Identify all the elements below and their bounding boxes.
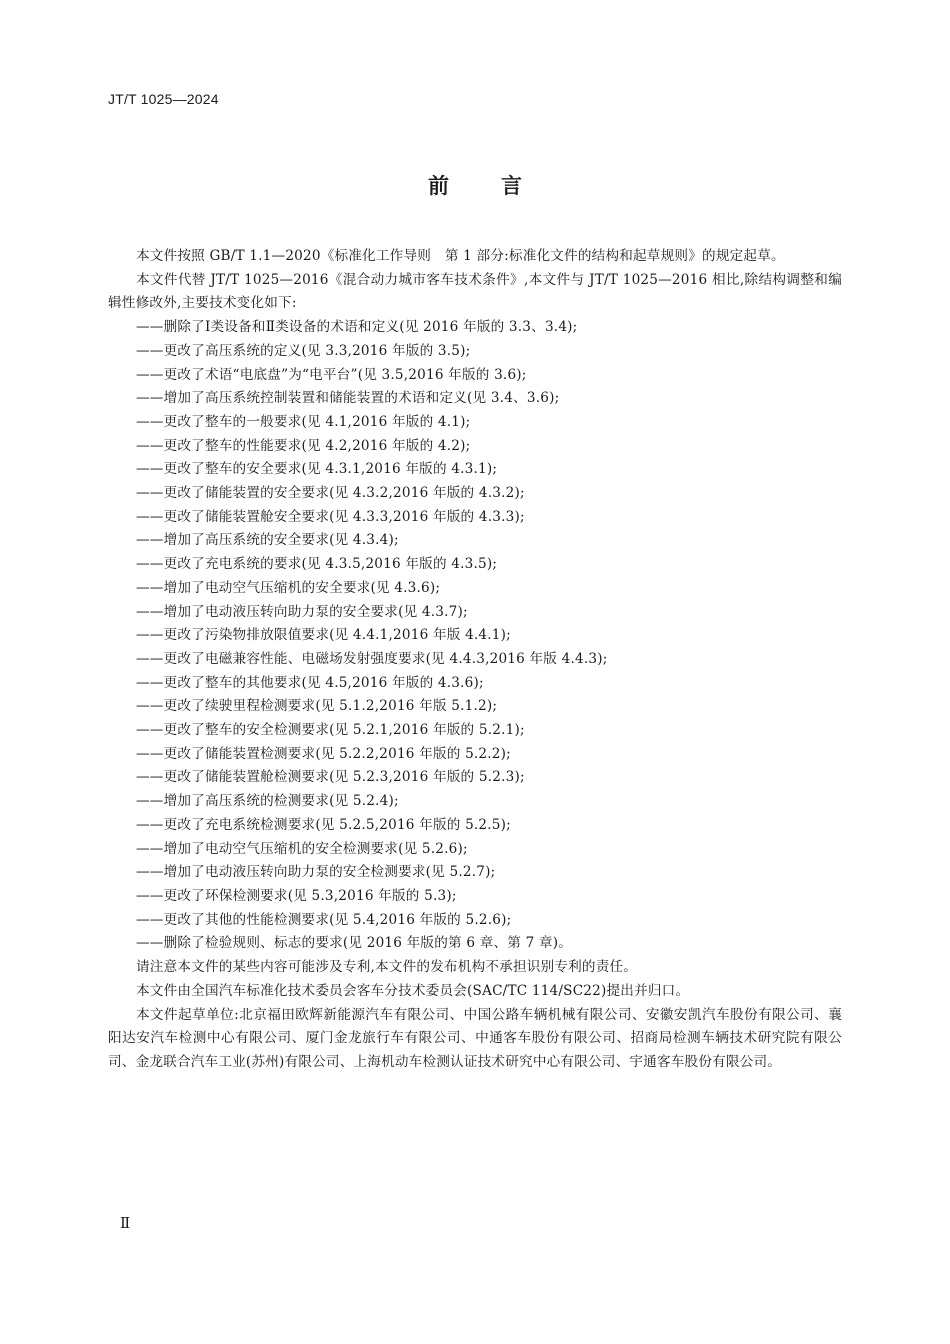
list-item: ——更改了储能装置舱安全要求(见 4.3.3,2016 年版的 4.3.3); <box>136 508 525 525</box>
list-item: ——增加了电动空气压缩机的安全要求(见 4.3.6); <box>136 579 441 596</box>
list-item: ——更改了储能装置检测要求(见 5.2.2,2016 年版的 5.2.2); <box>136 745 511 762</box>
list-item: ——增加了电动液压转向助力泵的安全检测要求(见 5.2.7); <box>136 864 496 881</box>
list-item: ——更改了整车的其他要求(见 4.5,2016 年版的 4.3.6); <box>136 674 484 691</box>
list-item: ——增加了高压系统的安全要求(见 4.3.4); <box>136 532 399 549</box>
patent-notice: 请注意本文件的某些内容可能涉及专利,本文件的发布机构不承担识别专利的责任。 <box>136 959 638 976</box>
list-item: ——更改了储能装置的安全要求(见 4.3.2,2016 年版的 4.3.2); <box>136 485 525 502</box>
list-item: ——更改了充电系统的要求(见 4.3.5,2016 年版的 4.3.5); <box>136 556 498 573</box>
list-item: ——更改了污染物排放限值要求(见 4.4.1,2016 年版 4.4.1); <box>136 627 511 644</box>
list-item: ——更改了电磁兼容性能、电磁场发射强度要求(见 4.4.3,2016 年版 4.4.3); <box>136 650 608 667</box>
page-number: Ⅱ <box>120 1214 131 1232</box>
page-title: 前言 <box>428 174 574 198</box>
list-item: ——更改了术语“电底盘”为“电平台”(见 3.5,2016 年版的 3.6); <box>136 366 527 383</box>
list-item: ——更改了整车的安全要求(见 4.3.1,2016 年版的 4.3.1); <box>136 461 498 478</box>
list-item: ——更改了充电系统检测要求(见 5.2.5,2016 年版的 5.2.5); <box>136 816 511 833</box>
intro-paragraph-1: 本文件按照 GB/T 1.1—2020《标准化工作导则 第 1 部分:标准化文件的结构和起草规则》的规定起草。 <box>136 248 785 264</box>
list-item: ——增加了电动液压转向助力泵的安全要求(见 4.3.7); <box>136 603 468 620</box>
list-item: ——更改了整车的性能要求(见 4.2,2016 年版的 4.2); <box>136 437 471 454</box>
list-item: ——更改了整车的一般要求(见 4.1,2016 年版的 4.1); <box>136 413 471 430</box>
intro-paragraph-2: 本文件代替 JT/T 1025—2016《混合动力城市客车技术条件》,本文件与 JT/T 1025—2016 相比,除结构调整和编辑性修改外,主要技术变化如下: <box>108 271 842 312</box>
proposer-statement: 本文件由全国汽车标准化技术委员会客车分技术委员会(SAC/TC 114/SC22)提出并归口。 <box>136 982 690 999</box>
list-item: ——更改了其他的性能检测要求(见 5.4,2016 年版的 5.2.6); <box>136 911 512 928</box>
list-item: ——删除了Ⅰ类设备和Ⅱ类设备的术语和定义(见 2016 年版的 3.3、3.4); <box>136 319 578 336</box>
list-item: ——更改了储能装置舱检测要求(见 5.2.3,2016 年版的 5.2.3); <box>136 769 525 786</box>
list-item: ——更改了高压系统的定义(见 3.3,2016 年版的 3.5); <box>136 342 471 359</box>
list-item: ——增加了高压系统的检测要求(见 5.2.4); <box>136 793 399 810</box>
changes-list <box>108 316 842 956</box>
list-item: ——更改了整车的安全检测要求(见 5.2.1,2016 年版的 5.2.1); <box>136 722 525 739</box>
standard-number: JT/T 1025—2024 <box>108 91 219 107</box>
list-item: ——删除了检验规则、标志的要求(见 2016 年版的第 6 章、第 7 章)。 <box>136 935 573 952</box>
list-item: ——更改了续驶里程检测要求(见 5.1.2,2016 年版 5.1.2); <box>136 698 498 715</box>
list-item: ——更改了环保检测要求(见 5.3,2016 年版的 5.3); <box>136 887 457 904</box>
drafting-units: 本文件起草单位:北京福田欧辉新能源汽车有限公司、中国公路车辆机械有限公司、安徽安凯汽车股份有限公司、襄阳达安汽车检测中心有限公司、厦门金龙旅行车有限公司、中通客车股份有限公司、招商局检测车辆技术研究院有限公司、金龙联合汽车工业(苏州)有限公司、上海机动车检测认证技术研究中心有限公司、宇通客车股份有限公司。 <box>108 1006 842 1070</box>
foreword-body <box>108 245 842 1075</box>
list-item: ——增加了高压系统控制装置和储能装置的术语和定义(见 3.4、3.6); <box>136 390 560 407</box>
list-item: ——增加了电动空气压缩机的安全检测要求(见 5.2.6); <box>136 840 468 857</box>
